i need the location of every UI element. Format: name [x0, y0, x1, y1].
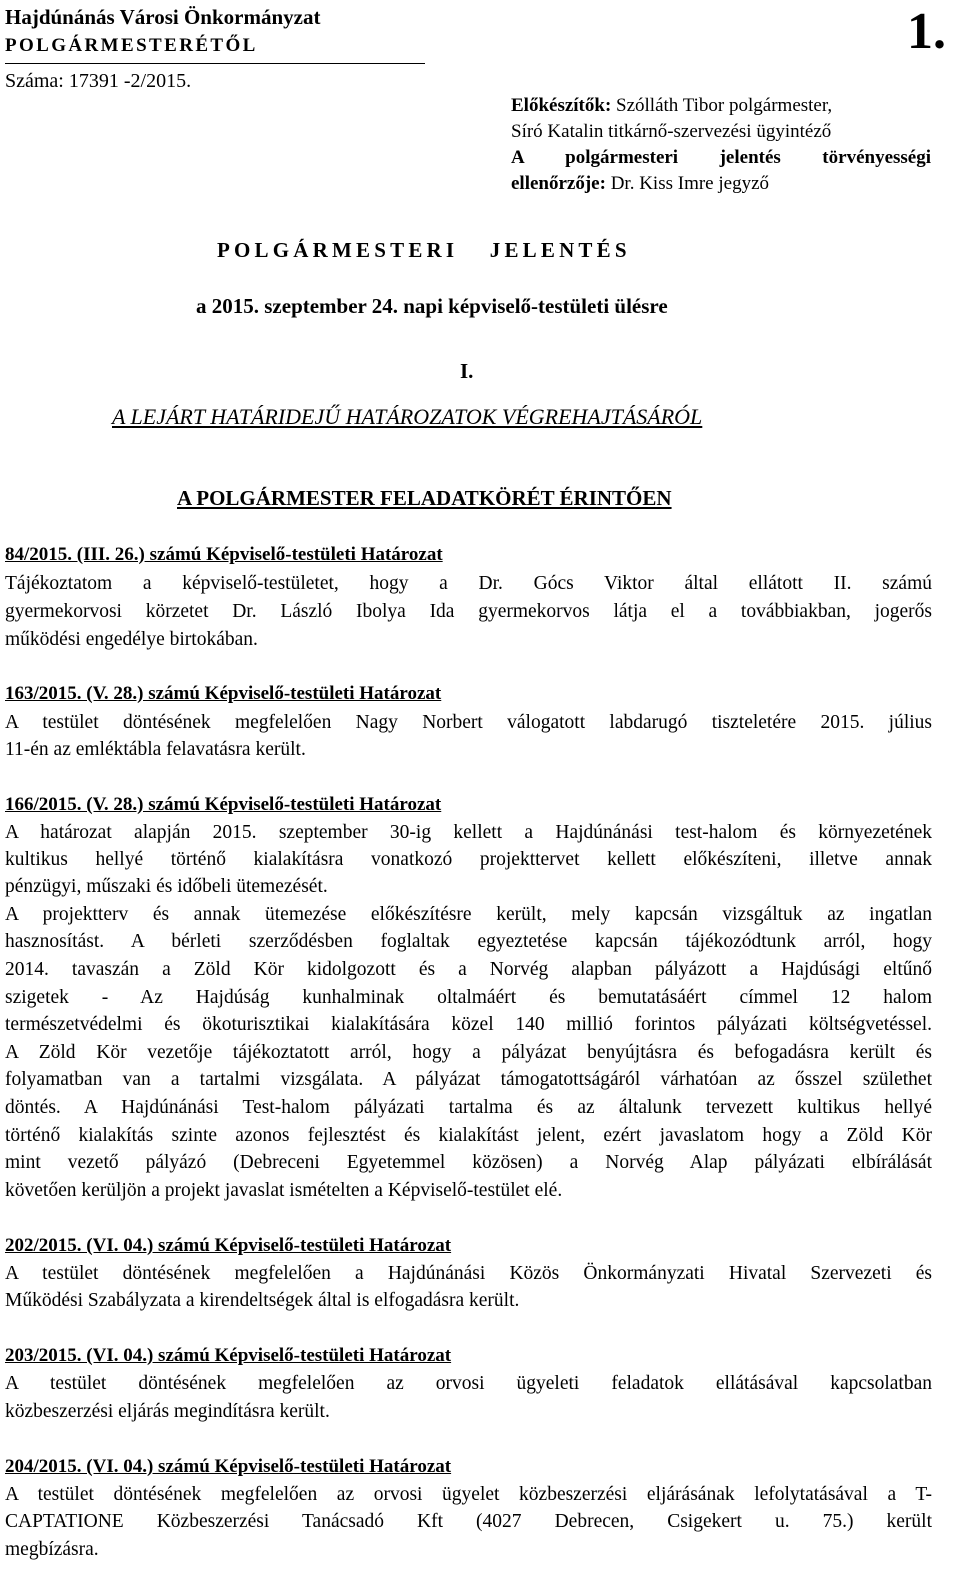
resolution-text-line: gyermekorvosi körzetet Dr. László Ibolya Ida gyermekorvos látja el a továbbiakban, jogerős — [5, 601, 932, 622]
preparers-line — [511, 173, 931, 195]
resolution-text-line: megbízásra. — [5, 1539, 99, 1560]
resolution-text-line: közbeszerzési eljárás megindításra került. — [5, 1401, 330, 1422]
resolution-text-line: mint vezető pályázó (Debreceni Egyetemmel közösen) a Norvég Alap pályázati elbírálását — [5, 1152, 932, 1173]
resolution-title: 84/2015. (III. 26.) számú Képviselő-testületi Határozat — [5, 544, 443, 565]
resolution-title: 204/2015. (VI. 04.) számú Képviselő-testületi Határozat — [5, 1456, 452, 1477]
preparers-label: Előkészítők: — [511, 95, 612, 116]
resolution-text-line: Működési Szabályzata a kirendeltségek által is elfogadásra került. — [5, 1290, 520, 1311]
resolution-text-line: A Zöld Kör vezetője tájékoztatott arról, hogy a pályázat benyújtásra és befogadásra került és — [5, 1042, 932, 1063]
resolution-text-line: működési engedélye birtokában. — [5, 629, 258, 650]
report-date-line: a 2015. szeptember 24. napi képviselő-testületi ülésre — [196, 294, 668, 318]
registration-number: Száma: 17391 -2/2015. — [5, 70, 192, 92]
resolution-text-line: kultikus hellyé történő kialakításra vonatkozó projekttervet kellett előkészíteni, illetve annak — [5, 849, 932, 870]
section-title: A LEJÁRT HATÁRIDEJŰ HATÁROZATOK VÉGREHAJTÁSÁRÓL — [112, 404, 703, 429]
resolution-text-line: 2014. tavaszán a Zöld Kör kidolgozott és a Norvég alapban pályázott a Hajdúsági eltűnő — [5, 959, 932, 980]
header-divider — [5, 63, 425, 64]
resolution-text-line: A testület döntésének megfelelően a Hajdúnánási Közös Önkormányzati Hivatal Szervezeti és — [5, 1263, 932, 1284]
resolution-text-line: Tájékoztatom a képviselő-testületet, hogy a Dr. Gócs Viktor által ellátott II. számú — [5, 573, 932, 594]
resolution-title: 163/2015. (V. 28.) számú Képviselő-testületi Határozat — [5, 683, 442, 704]
resolution-text-line: döntés. A Hajdúnánási Test-halom pályázati tartalma és az általunk tervezett kultikus hellyé — [5, 1097, 932, 1118]
resolution-title: 166/2015. (V. 28.) számú Képviselő-testületi Határozat — [5, 794, 442, 815]
preparers-line: A polgármesteri jelentés törvényességi — [511, 147, 931, 168]
resolution-text-line: természetvédelmi és ökoturisztikai kialakítására közel 140 millió forintos pályázati költségvetéssel. — [5, 1014, 932, 1035]
section-subtitle: A POLGÁRMESTER FELADATKÖRÉT ÉRINTŐEN — [177, 486, 672, 510]
resolution-text-line: folyamatban van a tartalmi vizsgálata. A pályázat támogatottságáról várhatóan az ősszel születhet — [5, 1069, 932, 1090]
section-number: I. — [460, 359, 474, 383]
resolution-text-line: hasznosítást. A bérleti szerződésben foglaltak egyeztetése kapcsán tájékozódtunk arról, hogy — [5, 931, 932, 952]
resolution-text-line: A testület döntésének megfelelően az orvosi ügyeleti feladatok ellátásával kapcsolatban — [5, 1373, 932, 1394]
preparers-line — [511, 121, 931, 143]
organization-subtitle: POLGÁRMESTERÉTŐL — [5, 35, 258, 56]
resolution-text-line: CAPTATIONE Közbeszerzési Tanácsadó Kft (4027 Debrecen, Csigekert u. 75.) került — [5, 1511, 932, 1532]
preparers-line — [511, 95, 931, 117]
organization-name: Hajdúnánás Városi Önkormányzat — [5, 5, 321, 29]
resolution-text-line: pénzügyi, műszaki és időbeli ütemezését. — [5, 876, 328, 897]
legality-check-label: ellenőrzője: — [511, 173, 606, 194]
resolution-text-line: A testület döntésének megfelelően Nagy Norbert válogatott labdarugó tiszteletére 2015. július — [5, 712, 932, 733]
resolution-text-line: A projektterv és annak ütemezése előkészítésre került, mely kapcsán vizsgáltuk az ingatlan — [5, 904, 932, 925]
resolution-text-line: szigetek - Az Hajdúság kunhalminak oltalmáért és bemutatásáért címmel 12 halom — [5, 987, 932, 1008]
resolution-title: 202/2015. (VI. 04.) számú Képviselő-testületi Határozat — [5, 1235, 452, 1256]
resolution-text-line: A határozat alapján 2015. szeptember 30-ig kellett a Hajdúnánási test-halom és környezetének — [5, 822, 932, 843]
preparers-text: Síró Katalin titkárnő-szervezési ügyintéző — [511, 121, 832, 142]
page-number: 1. — [907, 3, 946, 60]
report-title: POLGÁRMESTERI JELENTÉS — [217, 238, 631, 262]
preparers-text: Dr. Kiss Imre jegyző — [605, 173, 770, 194]
resolution-text-line: történő kialakítás szinte azonos fejlesztést és kialakítást jelent, ezért javaslatom hogy a Zöld Kör — [5, 1125, 932, 1146]
resolution-text-line: követően kerüljön a projekt javaslat ismételten a Képviselő-testület elé. — [5, 1180, 563, 1201]
resolution-text-line: 11-én az emléktábla felavatásra került. — [5, 739, 306, 760]
resolution-text-line: A testület döntésének megfelelően az orvosi ügyelet közbeszerzési eljárásának lefolytatásával a T- — [5, 1484, 932, 1505]
preparers-text: Szólláth Tibor polgármester, — [611, 95, 833, 116]
resolution-title: 203/2015. (VI. 04.) számú Képviselő-testületi Határozat — [5, 1345, 452, 1366]
